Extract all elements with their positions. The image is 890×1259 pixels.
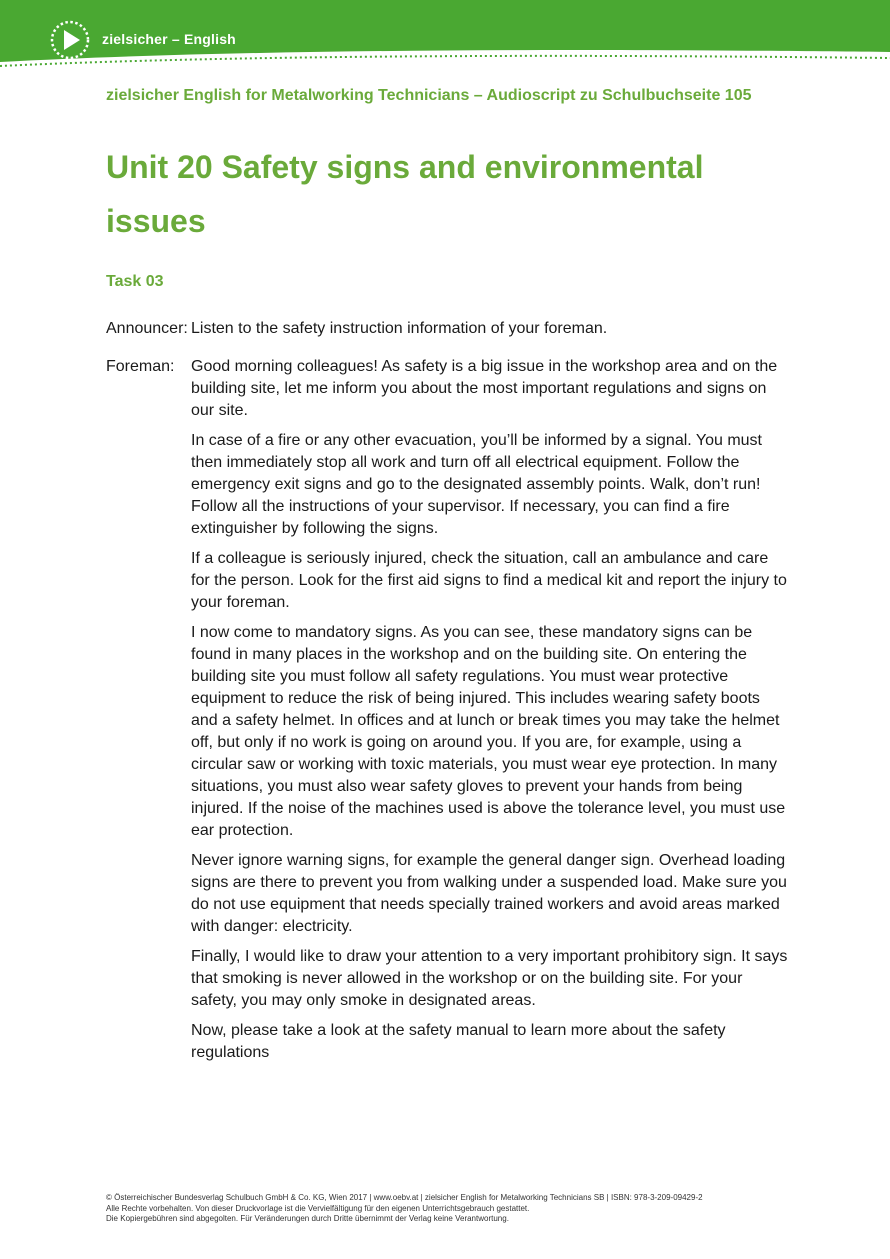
foreman-paragraph: I now come to mandatory signs. As you can see, these mandatory signs can be found in many places in the workshop and on the building site. On entering the building site you must follow all safety regulations. You must wear protective equipment to reduce the risk of being injured. This includes wearing safety boots and a safety helmet. In offices and at lunch or break times you may take the helmet off, but only if no work is going on around you. If you are, for example, using a circular saw or working with toxic materials, you must wear eye protection. In many situations, you must also wear safety gloves to prevent your hands from being injured. If the noise of the machines used is above the tolerance level, you must use ear protection. — [191, 624, 786, 839]
foreman-paragraph: In case of a fire or any other evacuation, you’ll be informed by a signal. You must then immediately stop all work and turn off all electrical equipment. Follow the emergency exit signs and go to the designated assembly points. Walk, don’t run! Follow all the instructions of your supervisor. If necessary, you can find a fire extinguisher by following the signs. — [191, 432, 762, 537]
header-banner — [0, 0, 890, 80]
foreman-paragraph: Good morning colleagues! As safety is a big issue in the workshop area and on the building site, let me inform you about the most important regulations and signs on our site. — [191, 358, 778, 419]
foreman-paragraph: Now, please take a look at the safety manual to learn more about the safety regulations — [191, 1022, 726, 1061]
brand-name: zielsicher – English — [102, 31, 236, 47]
copyright-footer — [106, 1193, 796, 1225]
announcer-label: Announcer: — [106, 320, 188, 337]
foreman-speech — [191, 356, 789, 1072]
foreman-paragraph: Finally, I would like to draw your attention to a very important prohibitory sign. It says that smoking is never allowed in the workshop or on the building site. For your safety, you may only smoke in designated areas. — [191, 948, 788, 1009]
footer-line: Die Kopiergebühren sind abgegolten. Für Veränderungen durch Dritte übernimmt der Verlag keine Verantwortung. — [106, 1214, 509, 1223]
announcer-text: Listen to the safety instruction information of your foreman. — [191, 320, 608, 337]
task-label: Task 03 — [106, 273, 164, 290]
footer-line: © Österreichischer Bundesverlag Schulbuch GmbH & Co. KG, Wien 2017 | www.oebv.at | zielsicher English for Metalworking Technicians SB | ISBN: 978-3-209-09429-2 — [106, 1193, 703, 1202]
footer-line: Alle Rechte vorbehalten. Von dieser Druckvorlage ist die Vervielfältigung für den eigenen Unterrichtsgebrauch gestattet. — [106, 1203, 530, 1213]
unit-title: Unit 20 Safety signs and environmental issues — [106, 149, 704, 239]
page-subtitle: zielsicher English for Metalworking Technicians – Audioscript zu Schulbuchseite 105 — [106, 87, 752, 104]
foreman-paragraph: Never ignore warning signs, for example the general danger sign. Overhead loading signs are there to prevent you from walking under a suspended load. Make sure you do not use equipment that needs specially trained workers and avoid areas marked with danger: electricity. — [191, 852, 787, 935]
foreman-label: Foreman: — [106, 358, 175, 375]
foreman-paragraph: If a colleague is seriously injured, check the situation, call an ambulance and care for the person. Look for the first aid signs to find a medical kit and report the injury to your foreman. — [191, 550, 787, 611]
